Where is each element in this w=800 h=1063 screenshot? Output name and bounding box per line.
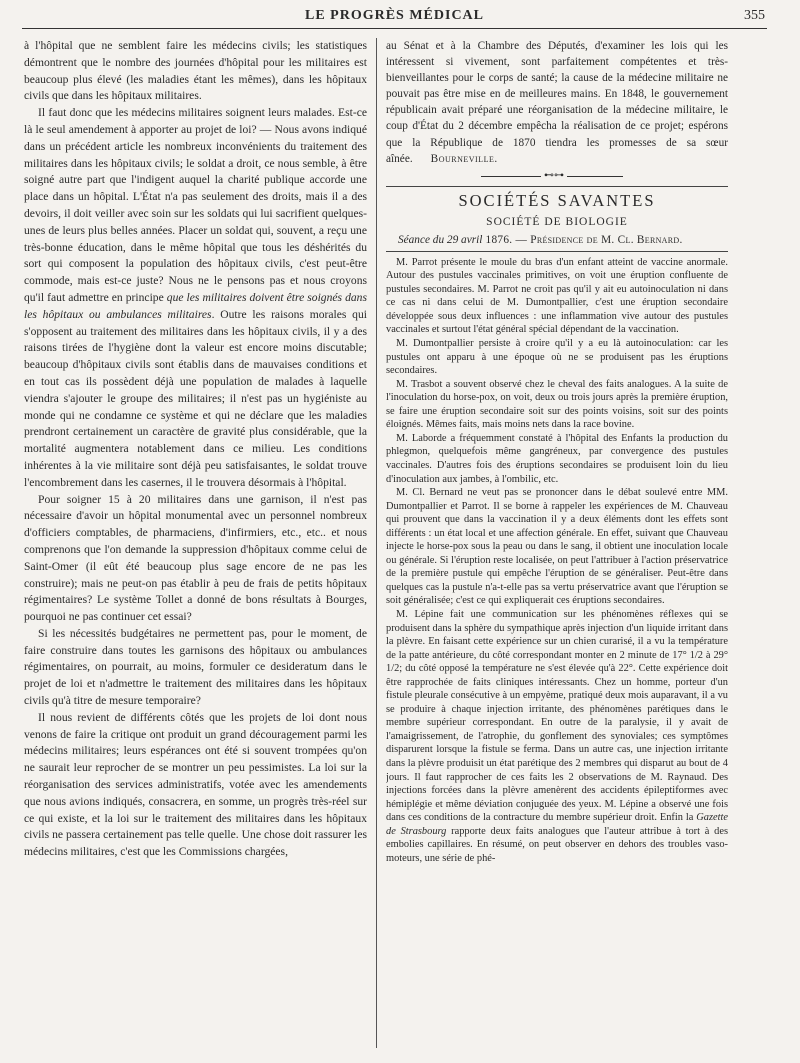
running-head [22, 6, 767, 29]
report-paragraph: M. Dumontpallier persiste à croire qu'il y a eu là autoinoculation: car les pustules ont apparu à une époque où ne se produisent pas les éruptions secondaires. [386, 338, 728, 377]
section-ornament [386, 170, 728, 182]
report-paragraph: M. Laborde a fréquemment constaté à l'hôpital des Enfants la production du phlegmon, quelquefois même gangréneux, par convergence des pustules vaccinales. D'autres fois des éruptions secondaires se produisent loin du lieu d'inoculation aux jambes, à l'ombilic, etc. [386, 432, 728, 485]
paragraph [24, 105, 367, 491]
report-paragraph: M. Parrot présente le moule du bras d'un enfant atteint de vaccine anormale. Autour des pustules vaccinales primitives, on voit une éruption confluente de pustules secondaires. M. Parrot ne croit pas qu'il y ait eu autoinoculation ni dans ce cas ni dans celui de M. Dumontpallier, c'est une éruption secondaire développée sous deux influences : une inflammation vive autour des pustules vaccinales et surtout l'état général spécial dépendant de la vaccination. [386, 256, 728, 336]
society-name: SOCIÉTÉ DE BIOLOGIE [486, 215, 628, 228]
report-paragraph: M. Trasbot a souvent observé chez le cheval des faits analogues. A la suite de l'inoculation du horse-pox, on voit, deux ou trois jours après la première éruption, se faire une éruption secondaire soit sur des points voisins, soit sur des points éloignés. Mêmes faits, mais moins nets dans la race bovine. [386, 378, 728, 431]
ornament-knot-icon: ⊷⊶ [541, 170, 567, 182]
column-divider [376, 38, 377, 1048]
text-run: M. Lépine fait une communication sur les phénomènes réflexes qui se produisent dans la sphère du sympathique après injection d'un liquide irritant dans la plèvre. En faisant cette expérience sur un chien curarisé, il a vu la température de la patte antérieure, du côté correspondant monter en 2 minute de 17° 1/2 à 29° 1/2; du côté opposé la température ne s'est élevée qu'à 22°. Cette expérience doit être rapprochée de faits cliniques intéressants. Chez un homme, porteur d'un fistule pleurale consécutive à un empyème, pratiqué deux mois auparavant, il a vu se produire à chaque injection irritante, des phénomènes parétiques dans le membre supérieur correspondant. En outre de la paralysie, il y avait de l'amaigrissement, de l'atrophie, du gonflement des synoviales; ces symptômes disparurent lorsque la fistule se ferma. Dans un autre cas, une injection irritante dans la plèvre produisit un état parétique des 2 membres qui disparut au bout de 4 jours. Il faut rapprocher de ces faits les 2 observations de M. Raynaud. Des injections forcées dans la plèvre amenèrent des accidents épileptiformes avec hémiplégie et même déviation conjuguée des yeux. M. Lépine a observé une fois dans ces conditions de la contracture du membre supérieur droit. Enfin la [386, 608, 728, 824]
section-rule [386, 186, 728, 187]
text-run: rapporte deux faits analogues que l'auteur attribue à tort à des embolies capillaires. En résumé, on peut observer en dehors des troubles vaso-moteurs, une série de phé- [386, 825, 728, 864]
section-title: SOCIÉTÉS SAVANTES [458, 190, 656, 210]
text-run: au Sénat et à la Chambre des Députés, d'examiner les lois qui les intéressent si vivement, sont parfaitement compétentes et très-bienveillantes pour le corps de santé; la cause de la médecine militaire ne pouvait pas être mise en de meilleures mains. En 1848, le gouvernement républicain avait préparé une réorganisation de la médecine militaire, le coup d'État du 2 décembre empêcha la réalisation de ce projet; espérons que la République de 1870 tiendra les promesses de sa sœur aînée. [386, 40, 728, 165]
paragraph: à l'hôpital que ne semblent faire les médecins civils; les statistiques démontrent que le nombre des journées d'hôpital pour les militaires est beaucoup plus élevé (les maladies étant les mêmes), dans les hôpitaux civils que dans les hôpitaux militaires. [24, 39, 367, 103]
page-number: 355 [744, 8, 765, 23]
paragraph: Si les nécessités budgétaires ne permettent pas, pour le moment, de faire construire dans toutes les garnisons des hôpitaux ou ambulances régimentaires, on pourrait, au moins, formuler ce desideratum dans le projet de loi et n'admettre le traitement des militaires dans les hôpitaux civils qu'à titre de mesure temporaire? [24, 626, 367, 708]
report-paragraph: M. Cl. Bernard ne veut pas se prononcer dans le débat soulevé entre MM. Dumontpallier et Parrot. Il se borne à rappeler les expériences de M. Chauveau qui prouvent que dans la vaccination il y a deux éléments dont les effets sont différents : un état local et une affection générale. En effet, suivant que Chauveau injecte le horse-pox sous la peau ou dans le sang, il obtient une inoculation locale ou générale. Si l'éruption reste localisée, on peut l'attribuer à l'action préservatrice de la première pustule qui empêche l'éruption de se généraliser. Peut-être dans quelques cas la pustule n'a-t-elle pas sa vertu préservatrice avant que l'éruption se soit généralisée; c'est ce qui expliquerait ces éruptions secondaires. [386, 487, 728, 607]
author-signature: Bourneville. [430, 152, 498, 165]
session-presidency: 1876. — Présidence de M. Cl. Bernard. [482, 233, 683, 246]
text-run: . Outre les raisons morales qui s'opposent au traitement des militaires dans les hôpitaux civils, il y a des raisons tirées de l'hygiène dont la valeur est encore moins discutable; beaucoup d'hôpitaux civils sont établis dans de mauvaises conditions et en tout cas ils possèdent déjà une population de malades à laquelle viendra s'ajouter le groupe des militaires; il n'est pas un hygiéniste au monde qui ne condamne ce système et qui ne déclare que les maladies prendront certainement un caractère de gravité plus considérable, que la mortalité augmentera notablement dans ce milieu. Les conditions inhérentes à la vie militaire sont déjà peu satisfaisantes, le soldat trouve l'encombrement dans les casernes, il le trouvera désormais à l'hôpital. [24, 307, 367, 489]
emphasis-text: que les militaires doivent être soignés dans les hôpitaux ou ambulances militaires [24, 290, 367, 321]
emphasis-text: Gazette de Strasbourg [386, 812, 728, 837]
text-run: Il faut donc que les médecins militaires soignent leurs malades. Est-ce là le seul amendement à apporter au projet de loi? — Nous avons indiqué dans un précédent article les nombreux inconvénients du traitement des militaires dans les hôpitaux civils; le soldat a droit, ce nous semble, à être soigné autre part que l'indigent auquel la charité publique accorde une place dans un hôpital. L'État n'a pas seulement des droits, mais il a des devoirs, il doit veiller avec soin sur les soldats qui lui sacrifient quelques-unes de leurs plus belles années. Placer un soldat qui, souvent, a reçu une très-bonne éducation, dans le même hôpital que tous les déshérités du sort qui composent la population des hôpitaux civils, c'est peut-être commode, mais est-ce juste? Nous ne le pensons pas et nous croyons qu'il faut admettre en principe [24, 106, 367, 304]
session-line [386, 232, 728, 248]
paragraph: Pour soigner 15 à 20 militaires dans une garnison, il n'est pas nécessaire d'avoir un hôpital monumental avec un personnel nombreux d'officiers comptables, de pharmaciens, d'infirmiers, etc., etc.. et nous comprenons que l'on demande la suppression d'hôpitaux comme celui de Saint-Omer (il eût été beaucoup plus sage encore de ne pas les construire); mais ne peut-on pas établir à peu de frais de petits hôpitaux régimentaires? Le système Tollet a donné de bons résultats à Bourges, pourquoi ne pas continuer cet essai? [24, 492, 367, 624]
session-date: Séance du 29 avril [398, 233, 483, 246]
left-column [24, 38, 367, 1053]
right-column [386, 38, 728, 1053]
journal-title: LE PROGRÈS MÉDICAL [304, 8, 485, 23]
paragraph [386, 38, 728, 167]
paragraph: Il nous revient de différents côtés que les projets de loi dont nous venons de faire la critique ont produit un grand découragement parmi les médecins militaires; leurs espérances ont été si souvent trompées qu'on ne saurait leur reprocher de se montrer un peu pessimistes. La loi sur la réorganisation des services administratifs, votée avec les amendements que nous avions indiqués, consacrera, en somme, un progrès très-réel sur ce qui existe, et la loi sur le traitement des militaires dans les hôpitaux civils ne passera certainement pas telle quelle. Une chose doit rassurer les médecins militaires, c'est que les Commissions chargées, [24, 710, 367, 859]
session-rule [386, 251, 728, 252]
report-paragraph [386, 608, 728, 865]
